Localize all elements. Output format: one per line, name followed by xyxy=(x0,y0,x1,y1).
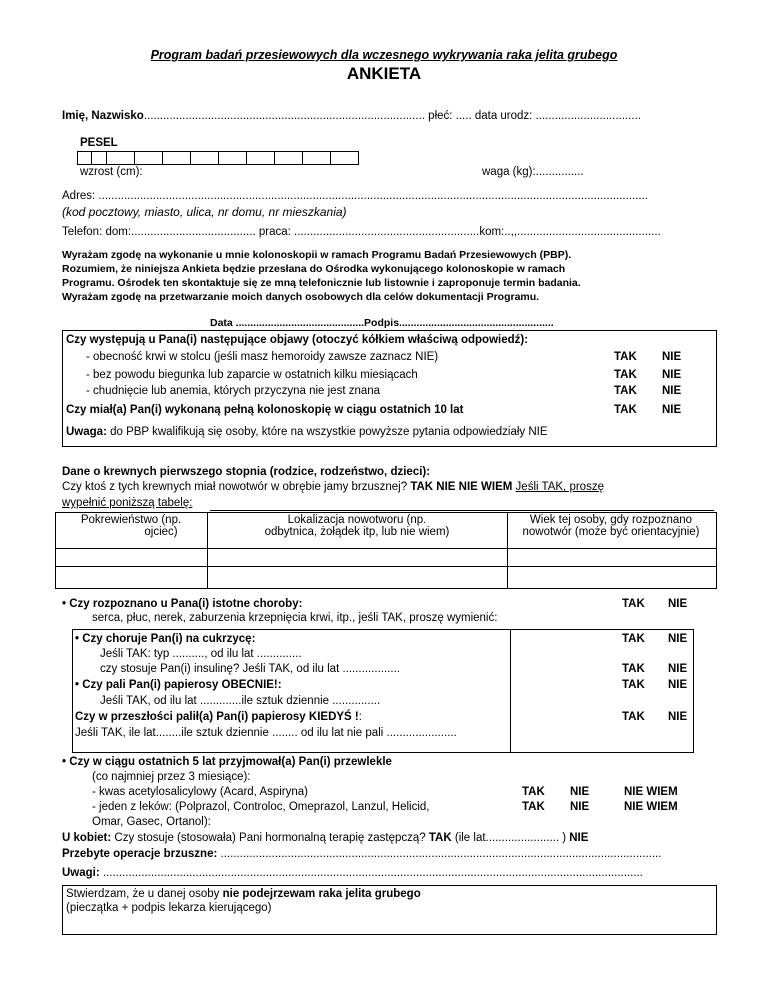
med-ppi-cont: Omar, Gasec, Ortanol): xyxy=(92,816,211,828)
table-cell[interactable] xyxy=(210,550,504,564)
symptom-blood: - obecność krwi w stolcu (jeśli masz hemoroidy zawsze zaznacz NIE) xyxy=(86,351,439,363)
yes-option[interactable]: TAK xyxy=(622,633,645,645)
col-age-header: Wiek tej osoby, gdy rozpoznano nowotwór (może być orientacyjnie) xyxy=(522,514,700,538)
yes-option[interactable]: TAK xyxy=(522,786,545,798)
consent-line-4: Wyrażam zgodę na przetwarzanie moich danych osobowych dla celów dokumentacji Programu. xyxy=(62,291,540,303)
pesel-digit-box[interactable] xyxy=(107,151,135,165)
address-line[interactable]: Adres: ............................................................................................................................................................................ xyxy=(62,190,648,202)
yes-option[interactable]: TAK xyxy=(522,801,545,813)
pesel-digit-box[interactable] xyxy=(247,151,275,165)
meds-question: • Czy w ciągu ostatnich 5 lat przyjmował(a) Pan(i) przewlekle xyxy=(62,756,392,768)
table-cell[interactable] xyxy=(510,550,712,564)
height-label[interactable]: wzrost (cm): xyxy=(80,166,143,178)
table-row-line xyxy=(55,566,716,567)
remarks-line[interactable]: Uwagi: ......................................................................................................................................................................... xyxy=(62,867,643,879)
consent-line-2: Rozumiem, że niniejsza Ankieta będzie przesłana do Ośrodka wykonującego kolonoskopie w ramach xyxy=(62,263,566,275)
yes-option[interactable]: TAK xyxy=(622,679,645,691)
consent-line-3: Programu. Ośrodek ten skontaktuje się ze mną telefonicznie lub listownie i zaproponuje termin badania. xyxy=(62,277,581,289)
no-option[interactable]: NIE xyxy=(668,633,688,645)
past-smoking-detail[interactable]: Jeśli TAK, ile lat........ile sztuk dziennie ........ od ilu lat nie pali ...................... xyxy=(75,727,457,739)
table-divider xyxy=(507,512,508,588)
yes-option[interactable]: TAK xyxy=(622,711,645,723)
yes-option[interactable]: TAK xyxy=(614,404,637,416)
pesel-digit-box[interactable] xyxy=(331,151,359,165)
pesel-digit-box[interactable] xyxy=(191,151,219,165)
pesel-digit-box[interactable] xyxy=(135,151,163,165)
dont-know-option[interactable]: NIE WIEM xyxy=(624,801,678,813)
symptom-diarrhea: - bez powodu biegunka lub zaparcie w ostatnich kilku miesiącach xyxy=(86,369,418,381)
diabetes-type[interactable]: Jeśli TAK: typ .........., od ilu lat .............. xyxy=(100,648,302,660)
pesel-digit-box[interactable] xyxy=(163,151,191,165)
pesel-digit-box[interactable] xyxy=(275,151,303,165)
program-title: Program badań przesiewowych dla wczesnego wykrywania raka jelita grubego xyxy=(150,48,618,62)
surgery-line[interactable]: Przebyte operacje brzuszne: .......................................................................................................................................... xyxy=(62,848,662,860)
smoking-question: • Czy pali Pan(i) papierosy OBECNIE!: xyxy=(75,679,282,691)
yes-option[interactable]: TAK xyxy=(614,369,637,381)
date-signature-line[interactable]: Data ............................................Podpis..................................................... xyxy=(210,317,554,329)
no-option[interactable]: NIE xyxy=(668,663,688,675)
qualification-note: Uwaga: do PBP kwalifikują się osoby, które na wszystkie powyższe pytania odpowiedziały NIE xyxy=(66,426,548,438)
address-hint: (kod pocztowy, miasto, ulica, nr domu, nr mieszkania) xyxy=(62,205,347,219)
no-option[interactable]: NIE xyxy=(668,598,688,610)
pesel-digit-box[interactable] xyxy=(77,151,92,165)
no-option[interactable]: NIE xyxy=(668,679,688,691)
no-option[interactable]: NIE xyxy=(570,801,590,813)
meds-sub: (co najmniej przez 3 miesiące): xyxy=(92,771,251,783)
diseases-sub: serca, płuc, nerek, zaburzenia krzepnięcia krwi, itp., jeśli TAK, proszę wymienić: xyxy=(92,612,498,624)
box-divider xyxy=(510,629,511,752)
diabetes-question: • Czy choruje Pan(i) na cukrzycę: xyxy=(75,633,256,645)
table-divider xyxy=(207,512,208,588)
pesel-digit-box[interactable] xyxy=(303,151,331,165)
col-location-header: Lokalizacja nowotworu (np. odbytnica, żołądek itp, lub nie wiem) xyxy=(264,514,450,538)
med-aspirin: - kwas acetylosalicylowy (Acard, Aspiryna) xyxy=(92,786,309,798)
yes-option[interactable]: TAK xyxy=(622,663,645,675)
insulin-question[interactable]: czy stosuje Pan(i) insulinę? Jeśli TAK, od ilu lat .................. xyxy=(100,663,400,675)
no-option[interactable]: NIE xyxy=(570,786,590,798)
consent-line-1: Wyrażam zgodę na wykonanie u mnie kolonoskopii w ramach Programu Badań Przesiewowych (PBP). xyxy=(62,249,572,261)
yes-option[interactable]: TAK xyxy=(614,351,637,363)
dont-know-option[interactable]: NIE WIEM xyxy=(624,786,678,798)
doctor-stamp-hint: (pieczątka + podpis lekarza kierującego) xyxy=(66,902,272,914)
underline xyxy=(210,510,714,511)
colonoscopy-question: Czy miał(a) Pan(i) wykonaną pełną kolonoskopię w ciągu ostatnich 10 lat xyxy=(66,404,464,416)
hrt-question: U kobiet: Czy stosuje (stosowała) Pani hormonalną terapię zastępczą? TAK (ile lat....................... ) NIE xyxy=(62,832,589,844)
symptoms-heading: Czy występują u Pana(i) następujące objawy (otoczyć kółkiem właściwą odpowiedź): xyxy=(66,334,529,346)
yes-option[interactable]: TAK xyxy=(622,598,645,610)
no-option[interactable]: NIE xyxy=(662,369,682,381)
phone-line[interactable]: Telefon: dom:....................................... praca: ..........................................................kom:..,,............................................. xyxy=(62,226,661,238)
doctor-statement: Stwierdzam, że u danej osoby nie podejrzewam raka jelita grubego xyxy=(66,888,421,900)
table-cell[interactable] xyxy=(58,550,204,564)
past-smoking-question: Czy w przeszłości palił(a) Pan(i) papierosy KIEDYŚ !: xyxy=(75,711,362,723)
name-line[interactable]: Imię, Nazwisko........................................................................................ płeć: ..... data urodz: ................................. xyxy=(62,110,642,122)
relatives-question: Czy ktoś z tych krewnych miał nowotwór w obrębie jamy brzusznej? TAK NIE NIE WIEM Jeśli TAK, proszę xyxy=(62,481,604,493)
symptom-weight-loss: - chudnięcie lub anemia, których przyczyna nie jest znana xyxy=(86,385,381,397)
med-ppi: - jeden z leków: (Polprazol, Controloc, Omeprazol, Lanzul, Helicid, xyxy=(92,801,430,813)
relatives-fill-hint: wypełnić poniższą tabelę: xyxy=(62,497,193,509)
no-option[interactable]: NIE xyxy=(662,385,682,397)
relatives-heading: Dane o krewnych pierwszego stopnia (rodzice, rodzeństwo, dzieci): xyxy=(62,466,431,478)
form-title: ANKIETA xyxy=(346,64,422,83)
no-option[interactable]: NIE xyxy=(662,351,682,363)
col-relation-header: Pokrewieństwo (np. ojciec) xyxy=(80,514,182,538)
pesel-boxes[interactable] xyxy=(77,151,359,165)
pesel-digit-box[interactable] xyxy=(92,151,107,165)
diseases-question: • Czy rozpoznano u Pana(i) istotne choroby: xyxy=(62,598,303,610)
yes-option[interactable]: TAK xyxy=(614,385,637,397)
weight-label[interactable]: waga (kg):............... xyxy=(482,166,584,178)
pesel-digit-box[interactable] xyxy=(219,151,247,165)
smoking-detail[interactable]: Jeśli TAK, od ilu lat .............ile sztuk dziennie ............... xyxy=(100,695,381,707)
no-option[interactable]: NIE xyxy=(668,711,688,723)
no-option[interactable]: NIE xyxy=(662,404,682,416)
pesel-label: PESEL xyxy=(80,137,118,149)
table-row-line xyxy=(55,548,716,549)
